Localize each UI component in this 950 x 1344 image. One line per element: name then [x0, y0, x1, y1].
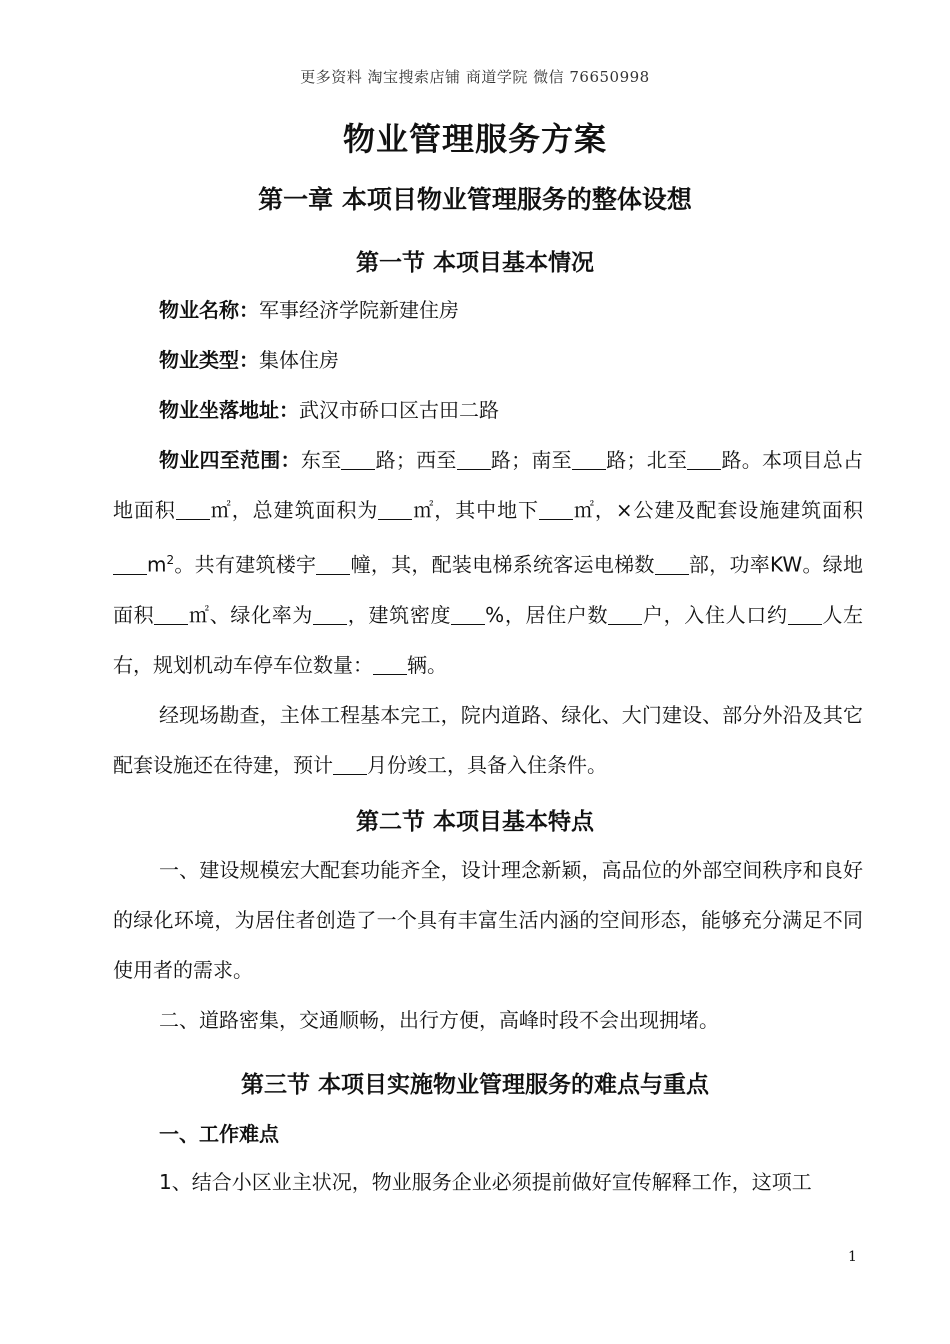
bounds-text: 东至	[300, 448, 342, 472]
property-name-value: 军事经济学院新建住房	[259, 298, 459, 322]
property-type-line	[113, 335, 863, 385]
fill-blank	[176, 497, 210, 520]
property-address-label: 物业坐落地址：	[159, 398, 299, 422]
fill-blank	[655, 552, 689, 575]
section-1-body	[113, 285, 863, 790]
property-type-value: 集体住房	[259, 348, 339, 372]
bounds-text: 路。本项目总占地面积	[113, 448, 864, 522]
bounds-text: ㎡，其中地下	[412, 498, 540, 522]
property-name-label: 物业名称：	[159, 298, 259, 322]
bounds-text: 人左右，规划机动车停车位数量：	[113, 602, 864, 677]
fill-blank	[316, 552, 350, 575]
fill-blank	[572, 447, 606, 470]
fill-blank	[341, 447, 375, 470]
bounds-text: ㎡，×公建及配套设施建筑面积	[573, 498, 864, 522]
fill-blank	[539, 497, 573, 520]
bounds-text: %，居住户数	[485, 602, 609, 627]
bounds-text: ㎡，总建筑面积为	[209, 498, 379, 522]
fill-blank	[687, 447, 721, 470]
section-3-body	[113, 1157, 863, 1207]
feature-paragraph-2: 二、道路密集，交通顺畅，出行方便，高峰时段不会出现拥堵。	[159, 1008, 719, 1032]
page-header: 更多资料 淘宝搜索店铺 商道学院 微信 76650998	[300, 68, 650, 86]
fill-blank	[451, 602, 485, 625]
fill-blank	[113, 552, 147, 575]
bounds-text: ，建筑密度	[347, 602, 452, 627]
bounds-text: 辆。	[407, 652, 447, 677]
property-bounds-label: 物业四至范围：	[159, 448, 301, 472]
bounds-text: ㎡、绿化率为	[188, 602, 314, 627]
fill-blank	[457, 447, 491, 470]
bounds-text: 幢，其，配装电梯系统客运电梯数	[350, 552, 655, 577]
property-address-value: 武汉市硚口区古田二路	[299, 398, 499, 422]
section-1-title: 第一节 本项目基本情况	[355, 250, 594, 276]
chapter-title: 第一章 本项目物业管理服务的整体设想	[258, 185, 692, 214]
section-2-body	[113, 845, 863, 1045]
bounds-text: 部，功率KW。绿地面积	[113, 552, 863, 627]
fill-blank	[333, 752, 367, 775]
bounds-text: 路；西至	[375, 448, 457, 472]
bounds-text: m	[147, 552, 167, 577]
superscript: 2	[166, 553, 175, 567]
property-address-line	[113, 385, 863, 435]
section-2-title: 第二节 本项目基本特点	[355, 809, 594, 835]
page-number: 1	[848, 1249, 857, 1265]
survey-paragraph	[113, 690, 863, 790]
fill-blank	[154, 602, 188, 625]
survey-text: 月份竣工，具备入住条件。	[367, 752, 607, 777]
survey-text: 经现场勘查，主体工程基本完工，院内道路、绿化、大门建设、部分外沿及其它配套设施还在待建，预计	[113, 702, 863, 777]
fill-blank	[378, 497, 412, 520]
section-3-title: 第三节 本项目实施物业管理服务的难点与重点	[240, 1072, 709, 1098]
property-bounds-paragraph	[113, 435, 863, 690]
bounds-text: 。共有建筑楼宇	[174, 552, 317, 577]
bounds-text: 路；北至	[605, 448, 688, 472]
property-type-label: 物业类型：	[159, 348, 259, 372]
bounds-text: 户，入住人口约	[642, 602, 788, 627]
fill-blank	[373, 652, 407, 675]
difficulty-paragraph-1: 1、结合小区业主状况，物业服务企业必须提前做好宣传解释工作，这项工	[159, 1170, 812, 1194]
fill-blank	[608, 602, 642, 625]
subheading-difficulties: 一、工作难点	[159, 1122, 279, 1146]
fill-blank	[788, 602, 822, 625]
document-title: 物业管理服务方案	[342, 120, 607, 158]
feature-paragraph-1: 一、建设规模宏大配套功能齐全，设计理念新颖，高品位的外部空间秩序和良好的绿化环境，为居住者创造了一个具有丰富生活内涵的空间形态，能够充分满足不同使用者的需求。	[113, 858, 863, 982]
fill-blank	[313, 602, 347, 625]
property-name-line	[113, 285, 863, 335]
bounds-text: 路；南至	[490, 448, 572, 472]
